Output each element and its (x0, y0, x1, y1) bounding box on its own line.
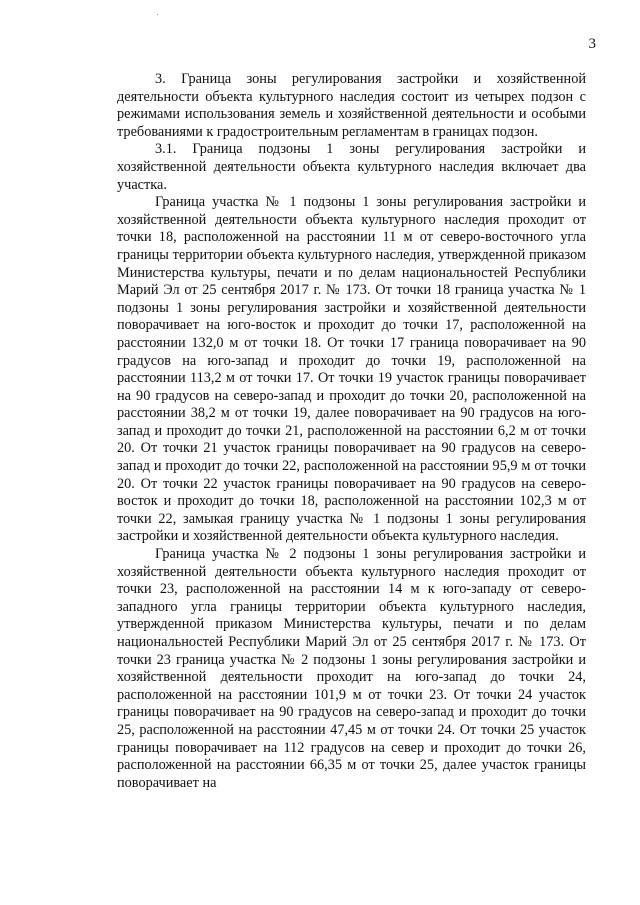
page-number: 3 (588, 36, 596, 52)
paragraph-plot-1: Граница участка № 1 подзоны 1 зоны регулирования застройки и хозяйственной деятельности объекта культурного наследия проходит от точки 18, расположенной на расстоянии 11 м от северо-восточного угла границы территории объекта культурного наследия, утвержденной приказом Министерства культуры, печати и по делам национальностей Республики Марий Эл от 25 сентября 2017 г. № 173. От точки 18 границa участка № 1 подзоны 1 зоны регулирования застройки и хозяйственной деятельности поворачивает на юго-восток и проходит до точки 17, расположенной на расстоянии 132,0 м от точки 18. От точки 17 граница поворачивает на 90 градусов на юго-запад и проходит до точки 19, расположенной на расстоянии 113,2 м от точки 17. От точки 19 участок границы поворачивает на 90 градусов на северо-запад и проходит до точки 20, расположенной на расстоянии 38,2 м от точки 19, далее поворачивает на 90 градусов на юго-запад и проходит до точки 21, расположенной на расстоянии 6,2 м от точки 20. От точки 21 участок границы поворачивает на 90 градусов на северо-запад и проходит до точки 22, расположенной на расстоянии 95,9 м от точки 20. От точки 22 участок границы поворачивает на 90 градусов на северо-восток и проходит до точки 18, расположенной на расстоянии 102,3 м от точки 22, замыкая границу участка № 1 подзоны 1 зоны регулирования застройки и хозяйственной деятельности объекта культурного наследия. (117, 194, 586, 545)
paragraph-plot-2: Граница участка № 2 подзоны 1 зоны регулирования застройки и хозяйственной деятельности объекта культурного наследия проходит от точки 23, расположенной на расстоянии 14 м к юго-западу от северо-западного угла границы территории объекта культурного наследия, утвержденной приказом Министерства культуры, печати и по делам национальностей Республики Марий Эл от 25 сентября 2017 г. № 173. От точки 23 граница участка № 2 подзоны 1 зоны регулирования застройки и хозяйственной деятельности проходит на юго-запад до точки 24, расположенной на расстоянии 101,9 м от точки 23. От точки 24 участок границы поворачивает на 90 градусов на северо-запад и проходит до точки 25, расположенной на расстоянии 47,45 м от точки 24. От точки 25 участок границы поворачивает на 112 градусов на север и проходит до точки 26, расположенной на расстоянии 66,35 м от точки 25, далее участок границы поворачивает на (117, 546, 586, 791)
scan-speck (157, 14, 158, 15)
paragraph-subzone-1: 3.1. Граница подзоны 1 зоны регулирования застройки и хозяйственной деятельности объекта культурного наследия включает два участка. (117, 141, 586, 193)
paragraph-zone-composition: 3. Граница зоны регулирования застройки и хозяйственной деятельности объекта культурного наследия состоит из четырех подзон с режимами использования земель и хозяйственной деятельности и особыми требованиями к градостроительным регламентам в границах подзон. (117, 71, 586, 140)
body-text (117, 71, 586, 792)
